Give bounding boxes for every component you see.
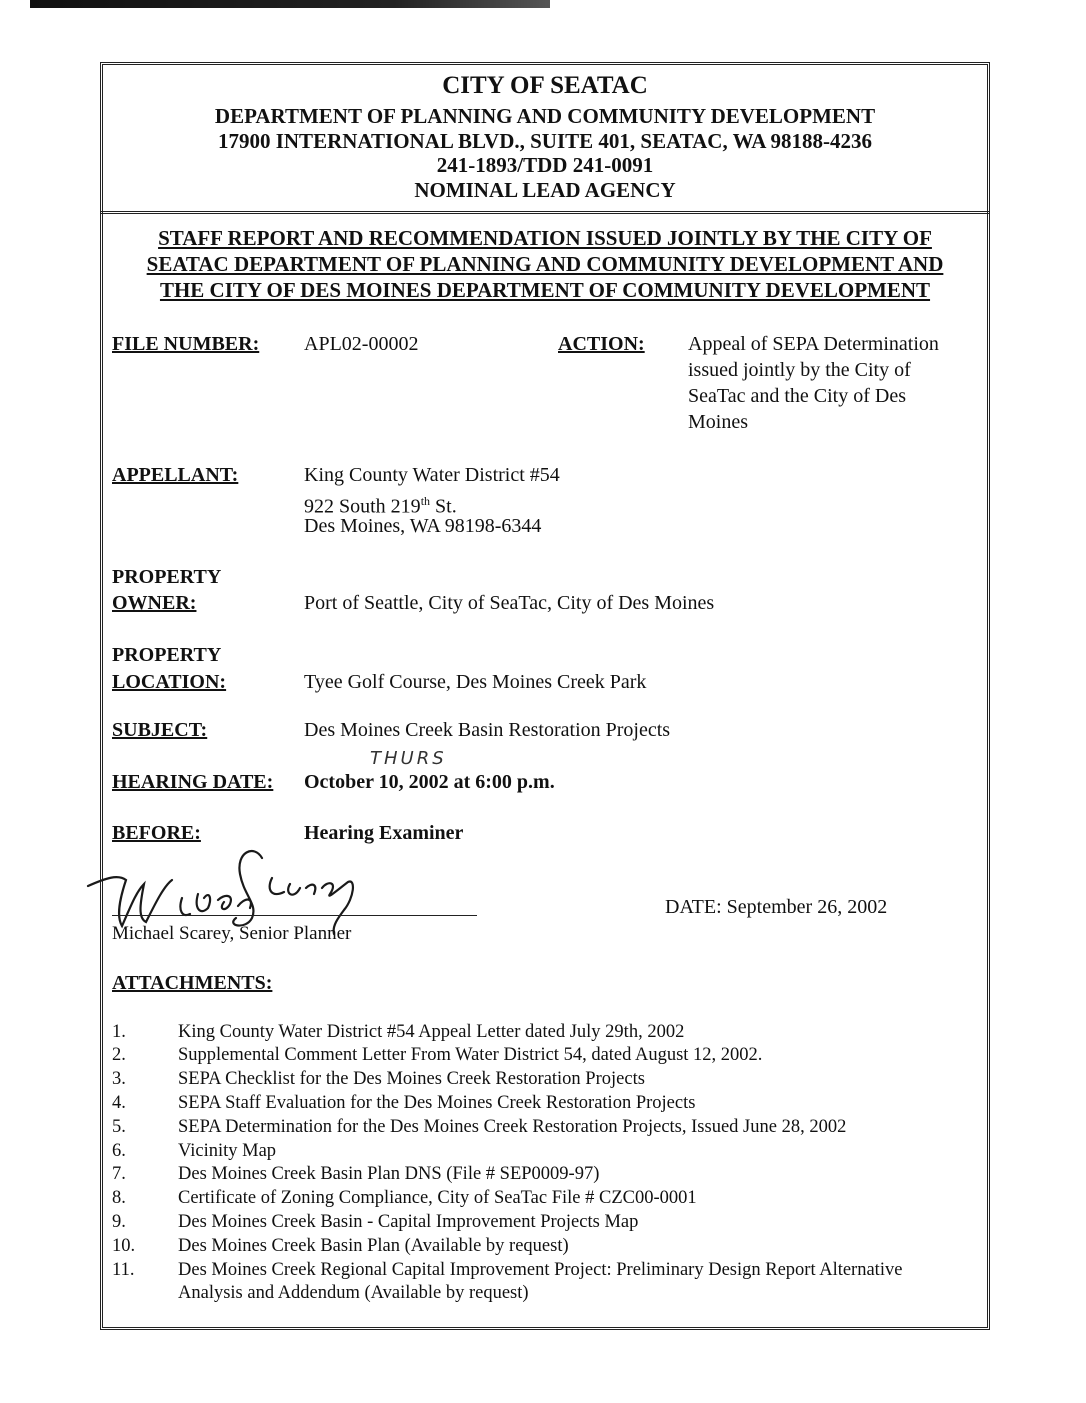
report-title-line-2: SEATAC DEPARTMENT OF PLANNING AND COMMUNITY DEVELOPMENT AND xyxy=(146,252,944,276)
owner-label-line-1: PROPERTY xyxy=(112,566,222,588)
lead-agency: NOMINAL LEAD AGENCY xyxy=(414,178,676,202)
property-location: Tyee Golf Course, Des Moines Creek Park xyxy=(304,671,647,693)
scan-edge-mark xyxy=(30,0,550,8)
report-date: DATE: September 26, 2002 xyxy=(665,896,888,918)
file-number-label: FILE NUMBER: xyxy=(112,333,260,355)
file-number-value: APL02-00002 xyxy=(304,333,419,355)
before-value: Hearing Examiner xyxy=(304,822,464,844)
signature-line xyxy=(112,915,477,916)
report-title-line-3: THE CITY OF DES MOINES DEPARTMENT OF COMMUNITY DEVELOPMENT xyxy=(159,278,931,302)
appellant-city: Des Moines, WA 98198-6344 xyxy=(304,515,542,537)
before-label: BEFORE: xyxy=(112,822,201,844)
owner-label-line-2: OWNER: xyxy=(112,592,197,614)
department-phone: 241-1893/TDD 241-0091 xyxy=(436,153,654,177)
appellant-name: King County Water District #54 xyxy=(304,464,560,486)
department-address: 17900 INTERNATIONAL BLVD., SUITE 401, SEATAC, WA 98188-4236 xyxy=(217,129,873,153)
subject-label: SUBJECT: xyxy=(112,719,208,741)
letterhead xyxy=(100,62,990,214)
hearing-date-label: HEARING DATE: xyxy=(112,771,274,793)
action-label: ACTION: xyxy=(558,333,645,355)
department-name: DEPARTMENT OF PLANNING AND COMMUNITY DEVELOPMENT xyxy=(214,104,876,128)
appellant-street-suffix: St. xyxy=(430,495,457,518)
subject-value: Des Moines Creek Basin Restoration Projects xyxy=(304,719,671,741)
location-label-line-1: PROPERTY xyxy=(112,644,222,666)
handwritten-note: THURS xyxy=(370,748,447,769)
attachments-label: ATTACHMENTS: xyxy=(112,972,273,994)
appellant-street-number: 922 South 219 xyxy=(304,495,421,518)
action-line-2: issued jointly by the City of xyxy=(688,359,911,381)
property-owner: Port of Seattle, City of SeaTac, City of Des Moines xyxy=(304,592,715,614)
location-label-line-2: LOCATION: xyxy=(112,671,227,693)
action-line-1: Appeal of SEPA Determination xyxy=(688,333,939,355)
hearing-date-value: October 10, 2002 at 6:00 p.m. xyxy=(304,771,555,793)
appellant-street-ordinal: th xyxy=(420,494,431,508)
action-line-4: Moines xyxy=(688,411,748,433)
report-title-line-1: STAFF REPORT AND RECOMMENDATION ISSUED JOINTLY BY THE CITY OF xyxy=(158,226,932,250)
appellant-label: APPELLANT: xyxy=(112,464,239,486)
signer-name: Michael Scarey, Senior Planner xyxy=(112,923,352,944)
city-name: CITY OF SEATAC xyxy=(442,72,648,99)
action-line-3: SeaTac and the City of Des xyxy=(688,385,906,407)
